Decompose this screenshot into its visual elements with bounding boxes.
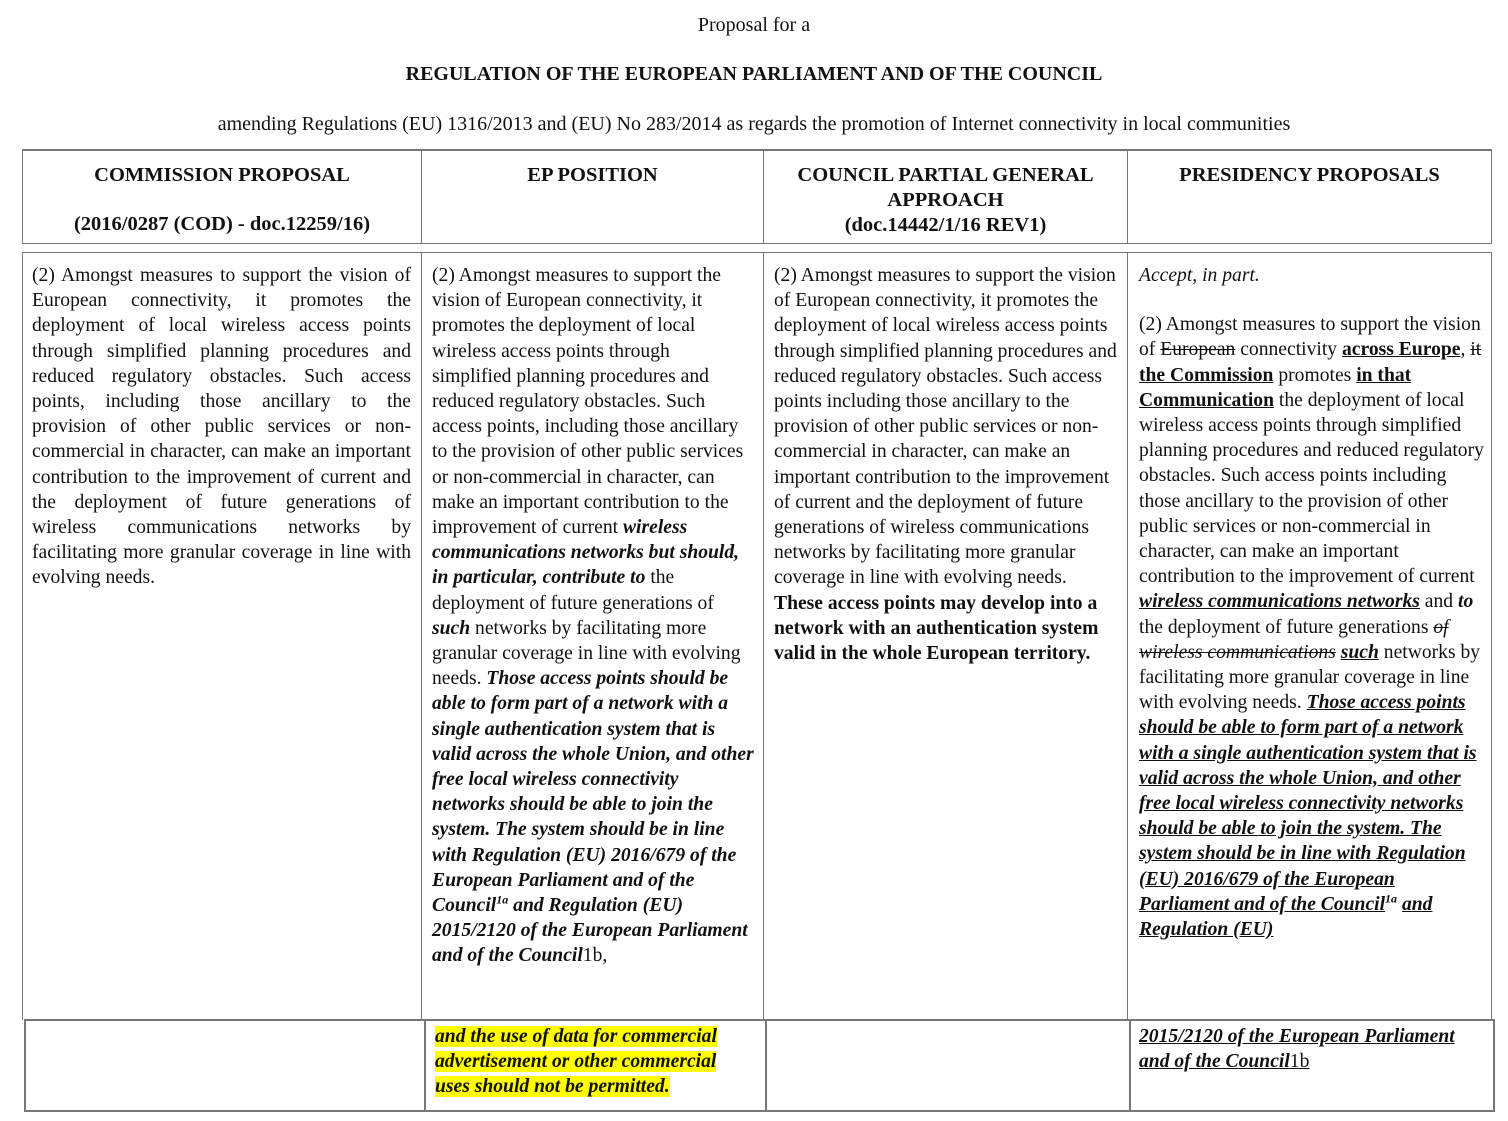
commission-text: (2) Amongst measures to support the vision of European connectivity, it promotes the deployment of local wireless access points through simplified planning procedures and reduced regulatory obstacles. Such access points, including those ancillary to the provision of other public services or non-commercial in character, can make an important contribution to the improvement of current and the deployment of future generations of wireless communications networks by facilitating more granular coverage in line with evolving needs. xyxy=(32,265,411,589)
presidency-text-plain: (2) Amongst measures to support the vision of xyxy=(1139,314,1481,361)
footnote-marker: 1a xyxy=(1385,891,1398,906)
column-header-commission xyxy=(23,163,421,237)
document-subtitle: Proposal for a xyxy=(697,14,811,36)
presidency-insertion: such xyxy=(1340,641,1379,663)
cell-council-approach xyxy=(774,263,1119,666)
presidency-deletion: it xyxy=(1470,339,1482,361)
footnote-marker: 1b xyxy=(1289,1051,1310,1073)
council-text-plain: (2) Amongst measures to support the vision of European connectivity, it promotes the deployment of local wireless access points through simplified planning procedures and reduced regulatory obstacles. Such access points including those ancillary to the provision of other public services or non-commercial in character, can make an important contribution to the improvement of current and the deployment of future generations of wireless communications networks by facilitating more granular coverage in line with evolving needs. xyxy=(774,265,1117,589)
ep-amendment: Those access points should be able to form part of a network with a single authentication system that is valid across the whole Union, and other free local wireless connectivity networks should be able to join the system. The system should be in line with Regulation (EU) 2016/679 of the European Parliament and of the Council xyxy=(432,668,754,917)
document-description: amending Regulations (EU) 1316/2013 and (EU) No 283/2014 as regards the promotion of Internet connectivity in local communities xyxy=(217,113,1291,135)
presidency-insertion: to xyxy=(1458,591,1474,613)
header-label: COMMISSION PROPOSAL xyxy=(94,164,350,186)
presidency-insertion: Those access points should be able to form part of a network with a single authentication system that is valid across the whole Union, and other free local wireless connectivity networks should be able to join the system. The system should be in line with Regulation (EU) 2016/679 of the European Parliament and of the Council xyxy=(1139,692,1477,915)
cell-ep-position-continued xyxy=(435,1024,755,1100)
column-header-ep-position xyxy=(422,163,763,188)
presidency-text-plain: networks by facilitating more granular coverage in line with evolving needs. xyxy=(1139,641,1481,714)
presidency-insertion: the Commission xyxy=(1139,364,1274,386)
header-reference: (doc.14442/1/16 REV1) xyxy=(844,214,1047,236)
document-title: REGULATION OF THE EUROPEAN PARLIAMENT AND OF THE COUNCIL xyxy=(405,63,1103,85)
presidency-insertion: and Regulation (EU) xyxy=(1139,893,1433,941)
presidency-text xyxy=(1139,312,1484,942)
ep-highlighted-amendment: and the use of data for commercial advertisement or other commercial uses should not be permitted. xyxy=(435,1026,717,1098)
ep-text-plain: (2) Amongst measures to support the vision of European connectivity, it promotes the deployment of local wireless access points through simplified planning procedures and reduced regulatory obstacles. Such access points, including those ancillary to the provision of other public services or non-commercial in character, can make an important contribution to the improvement of current xyxy=(432,265,744,539)
presidency-deletion: European xyxy=(1160,339,1236,361)
presidency-text-plain: connectivity xyxy=(1240,339,1338,361)
presidency-text-plain: the deployment of local wireless access points through simplified planning procedures and reduced regulatory obstacles. Such access points including those ancillary to the provision of other public services or non-commercial in character, can make an important contribution to the improvement of current xyxy=(1139,389,1484,588)
ep-text xyxy=(432,263,754,969)
footnote-marker: 1b, xyxy=(582,945,608,967)
council-addition: These access points may develop into a network with an authentication system valid in the whole European territory. xyxy=(774,592,1099,665)
presidency-insertion: wireless communications networks xyxy=(1139,591,1420,613)
presidency-verdict: Accept, in part. xyxy=(1139,265,1260,286)
cell-presidency-proposal xyxy=(1139,263,1484,942)
footnote-marker: 1a xyxy=(496,892,509,907)
header-label: COUNCIL PARTIAL GENERAL xyxy=(797,164,1094,186)
presidency-insertion: across Europe xyxy=(1341,339,1461,361)
cell-presidency-continued xyxy=(1139,1024,1484,1074)
ep-text-plain: the deployment of future generations of xyxy=(432,567,714,614)
column-header-council xyxy=(764,163,1127,238)
ep-text-plain: networks by facilitating more granular coverage in line with evolving needs. xyxy=(432,617,741,690)
council-text xyxy=(774,263,1119,666)
ep-amendment: wireless communications networks but should, in particular, contribute to xyxy=(432,517,740,589)
header-label: EP POSITION xyxy=(527,164,658,186)
header-reference: (2016/0287 (COD) - doc.12259/16) xyxy=(73,213,371,235)
presidency-text-plain: , xyxy=(1460,339,1466,361)
presidency-insertion: 2015/2120 of the European Parliament and of the Council xyxy=(1139,1026,1455,1073)
column-header-presidency xyxy=(1128,163,1491,188)
presidency-insertion: in that Communication xyxy=(1139,364,1412,411)
ep-amendment: and Regulation (EU) 2015/2120 of the European Parliament and of the Council xyxy=(432,895,748,967)
presidency-text-plain: promotes xyxy=(1278,364,1352,386)
header-label: PRESIDENCY PROPOSALS xyxy=(1179,164,1440,186)
cell-ep-position xyxy=(432,263,754,969)
ep-amendment: such xyxy=(432,617,471,639)
header-label: APPROACH xyxy=(887,189,1004,211)
cell-commission-proposal xyxy=(32,263,411,591)
presidency-deletion: of wireless communications xyxy=(1139,616,1449,663)
presidency-text-plain: and xyxy=(1424,591,1454,613)
presidency-text-plain: the deployment of future generations xyxy=(1139,616,1429,638)
